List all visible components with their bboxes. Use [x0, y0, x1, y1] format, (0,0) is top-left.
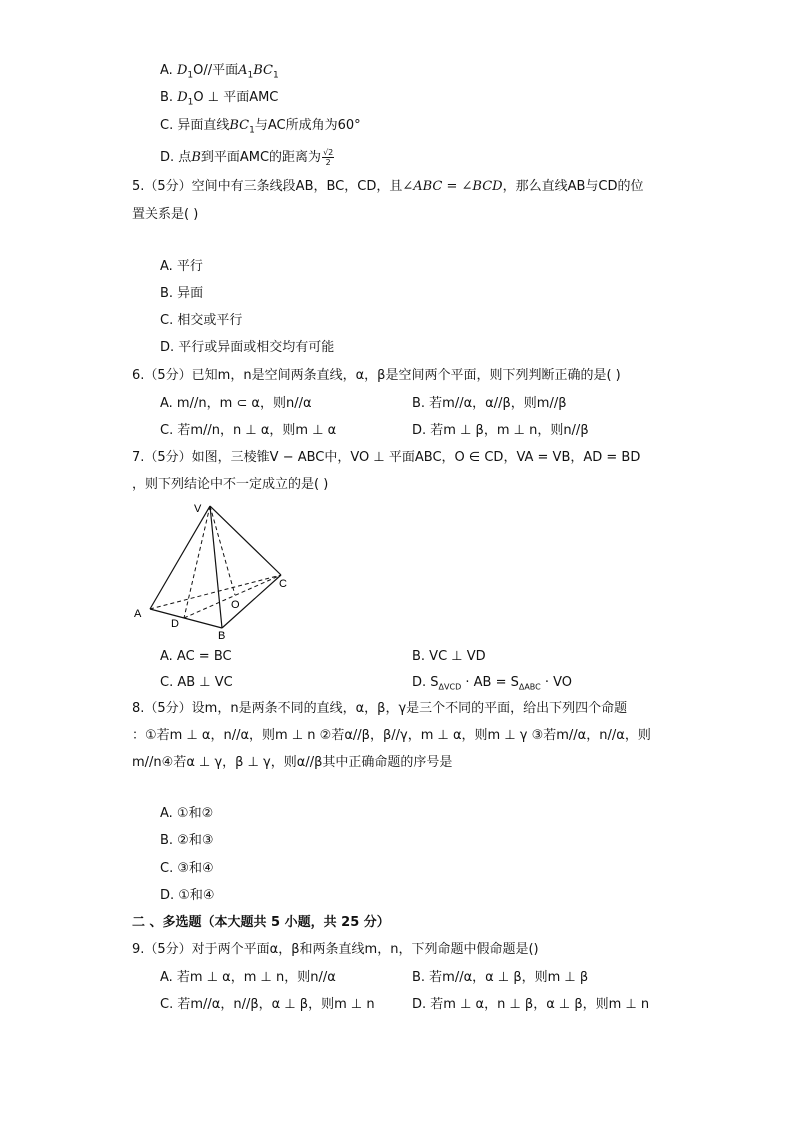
- label-d: D: [171, 618, 179, 630]
- q7-option-b: B. VC ⊥ VD: [412, 649, 486, 664]
- q8-option-c: C. ③和④: [160, 861, 214, 876]
- q7-option-c: C. AB ⊥ VC: [160, 675, 233, 690]
- q8-option-b: B. ②和③: [160, 833, 214, 848]
- q9-option-d: D. 若m ⊥ α，n ⊥ β，α ⊥ β，则m ⊥ n: [412, 997, 650, 1012]
- edge-vb: [210, 506, 222, 628]
- fraction-sqrt2-over-2: $\frac{√2}{2}$: [323, 148, 334, 167]
- pyramid-figure: [128, 498, 303, 643]
- q6-stem: 6.（5分）已知m，n是空间两条直线，α，β是空间两个平面，则下列判断正确的是( ): [132, 368, 621, 383]
- q5-option-a: A. 平行: [160, 259, 203, 274]
- q7-option-d: D. $S_{\Delta VCD}$ · AB = $S_{\Delta ABC}$ · VO: [412, 675, 573, 692]
- q7-stem-line1: 7.（5分）如图，三棱锥V − ABC中，VO ⊥ 平面ABC，O ∈ CD，VA = VB，AD = BD: [132, 450, 641, 465]
- q5-stem-line2: 置关系是( ): [132, 207, 199, 222]
- q8-option-d: D. ①和④: [160, 888, 215, 903]
- q8-option-a: A. ①和②: [160, 806, 214, 821]
- q9-option-b: B. 若m//α，α ⊥ β，则m ⊥ β: [412, 970, 589, 985]
- q4-option-d: D. 点B到平面AMC的距离为 $\frac{√2}{2}$: [160, 148, 334, 167]
- q6-option-a: A. m//n，m ⊂ α，则n//α: [160, 396, 312, 411]
- section-heading-multi-choice: 二 、多选题（本大题共 5 小题，共 25 分）: [132, 915, 390, 930]
- q6-option-b: B. 若m//α，α//β，则m//β: [412, 396, 567, 411]
- label-c: C: [279, 578, 287, 590]
- label-v: V: [194, 503, 202, 515]
- q8-stem-line3: m//n④若α ⊥ γ，β ⊥ γ，则α//β其中正确命题的序号是: [132, 755, 453, 770]
- edge-vc: [210, 506, 281, 575]
- label-o: O: [231, 599, 240, 611]
- q9-option-c: C. 若m//α，n//β，α ⊥ β，则m ⊥ n: [160, 997, 375, 1012]
- segment-vo-hidden: [210, 506, 235, 595]
- q9-option-a: A. 若m ⊥ α，m ⊥ n，则n//α: [160, 970, 336, 985]
- q5-stem-line1: 5.（5分）空间中有三条线段AB，BC，CD，且∠ABC = ∠BCD，那么直线AB与CD的位: [132, 179, 644, 194]
- edge-va: [150, 506, 210, 609]
- q7-stem-line2: ，则下列结论中不一定成立的是( ): [132, 477, 329, 492]
- edge-ab: [150, 609, 222, 628]
- segment-vd-hidden: [184, 506, 210, 618]
- q7-option-a: A. AC = BC: [160, 649, 232, 664]
- q4-option-a: A. $D_1O//$平面$A_1BC_1$: [160, 63, 279, 81]
- q4-option-c: C. 异面直线$BC_1$与AC所成角为60°: [160, 118, 361, 136]
- q4-option-b: B. $D_1O$ ⊥ 平面AMC: [160, 90, 279, 108]
- q5-option-b: B. 异面: [160, 286, 204, 301]
- label-a: A: [134, 608, 142, 620]
- q6-option-c: C. 若m//n，n ⊥ α，则m ⊥ α: [160, 423, 337, 438]
- label-b: B: [218, 630, 226, 642]
- q5-option-d: D. 平行或异面或相交均有可能: [160, 340, 335, 355]
- q9-stem: 9.（5分）对于两个平面α，β和两条直线m，n，下列命题中假命题是(): [132, 942, 539, 957]
- q8-stem-line1: 8.（5分）设m，n是两条不同的直线，α，β，γ是三个不同的平面，给出下列四个命题: [132, 701, 628, 716]
- q6-option-d: D. 若m ⊥ β，m ⊥ n，则n//β: [412, 423, 589, 438]
- q5-option-c: C. 相交或平行: [160, 313, 243, 328]
- q8-stem-line2: ：①若m ⊥ α，n//α，则m ⊥ n ②若α//β，β//γ，m ⊥ α，则m ⊥ γ ③若m//α，n//α，则: [132, 728, 651, 743]
